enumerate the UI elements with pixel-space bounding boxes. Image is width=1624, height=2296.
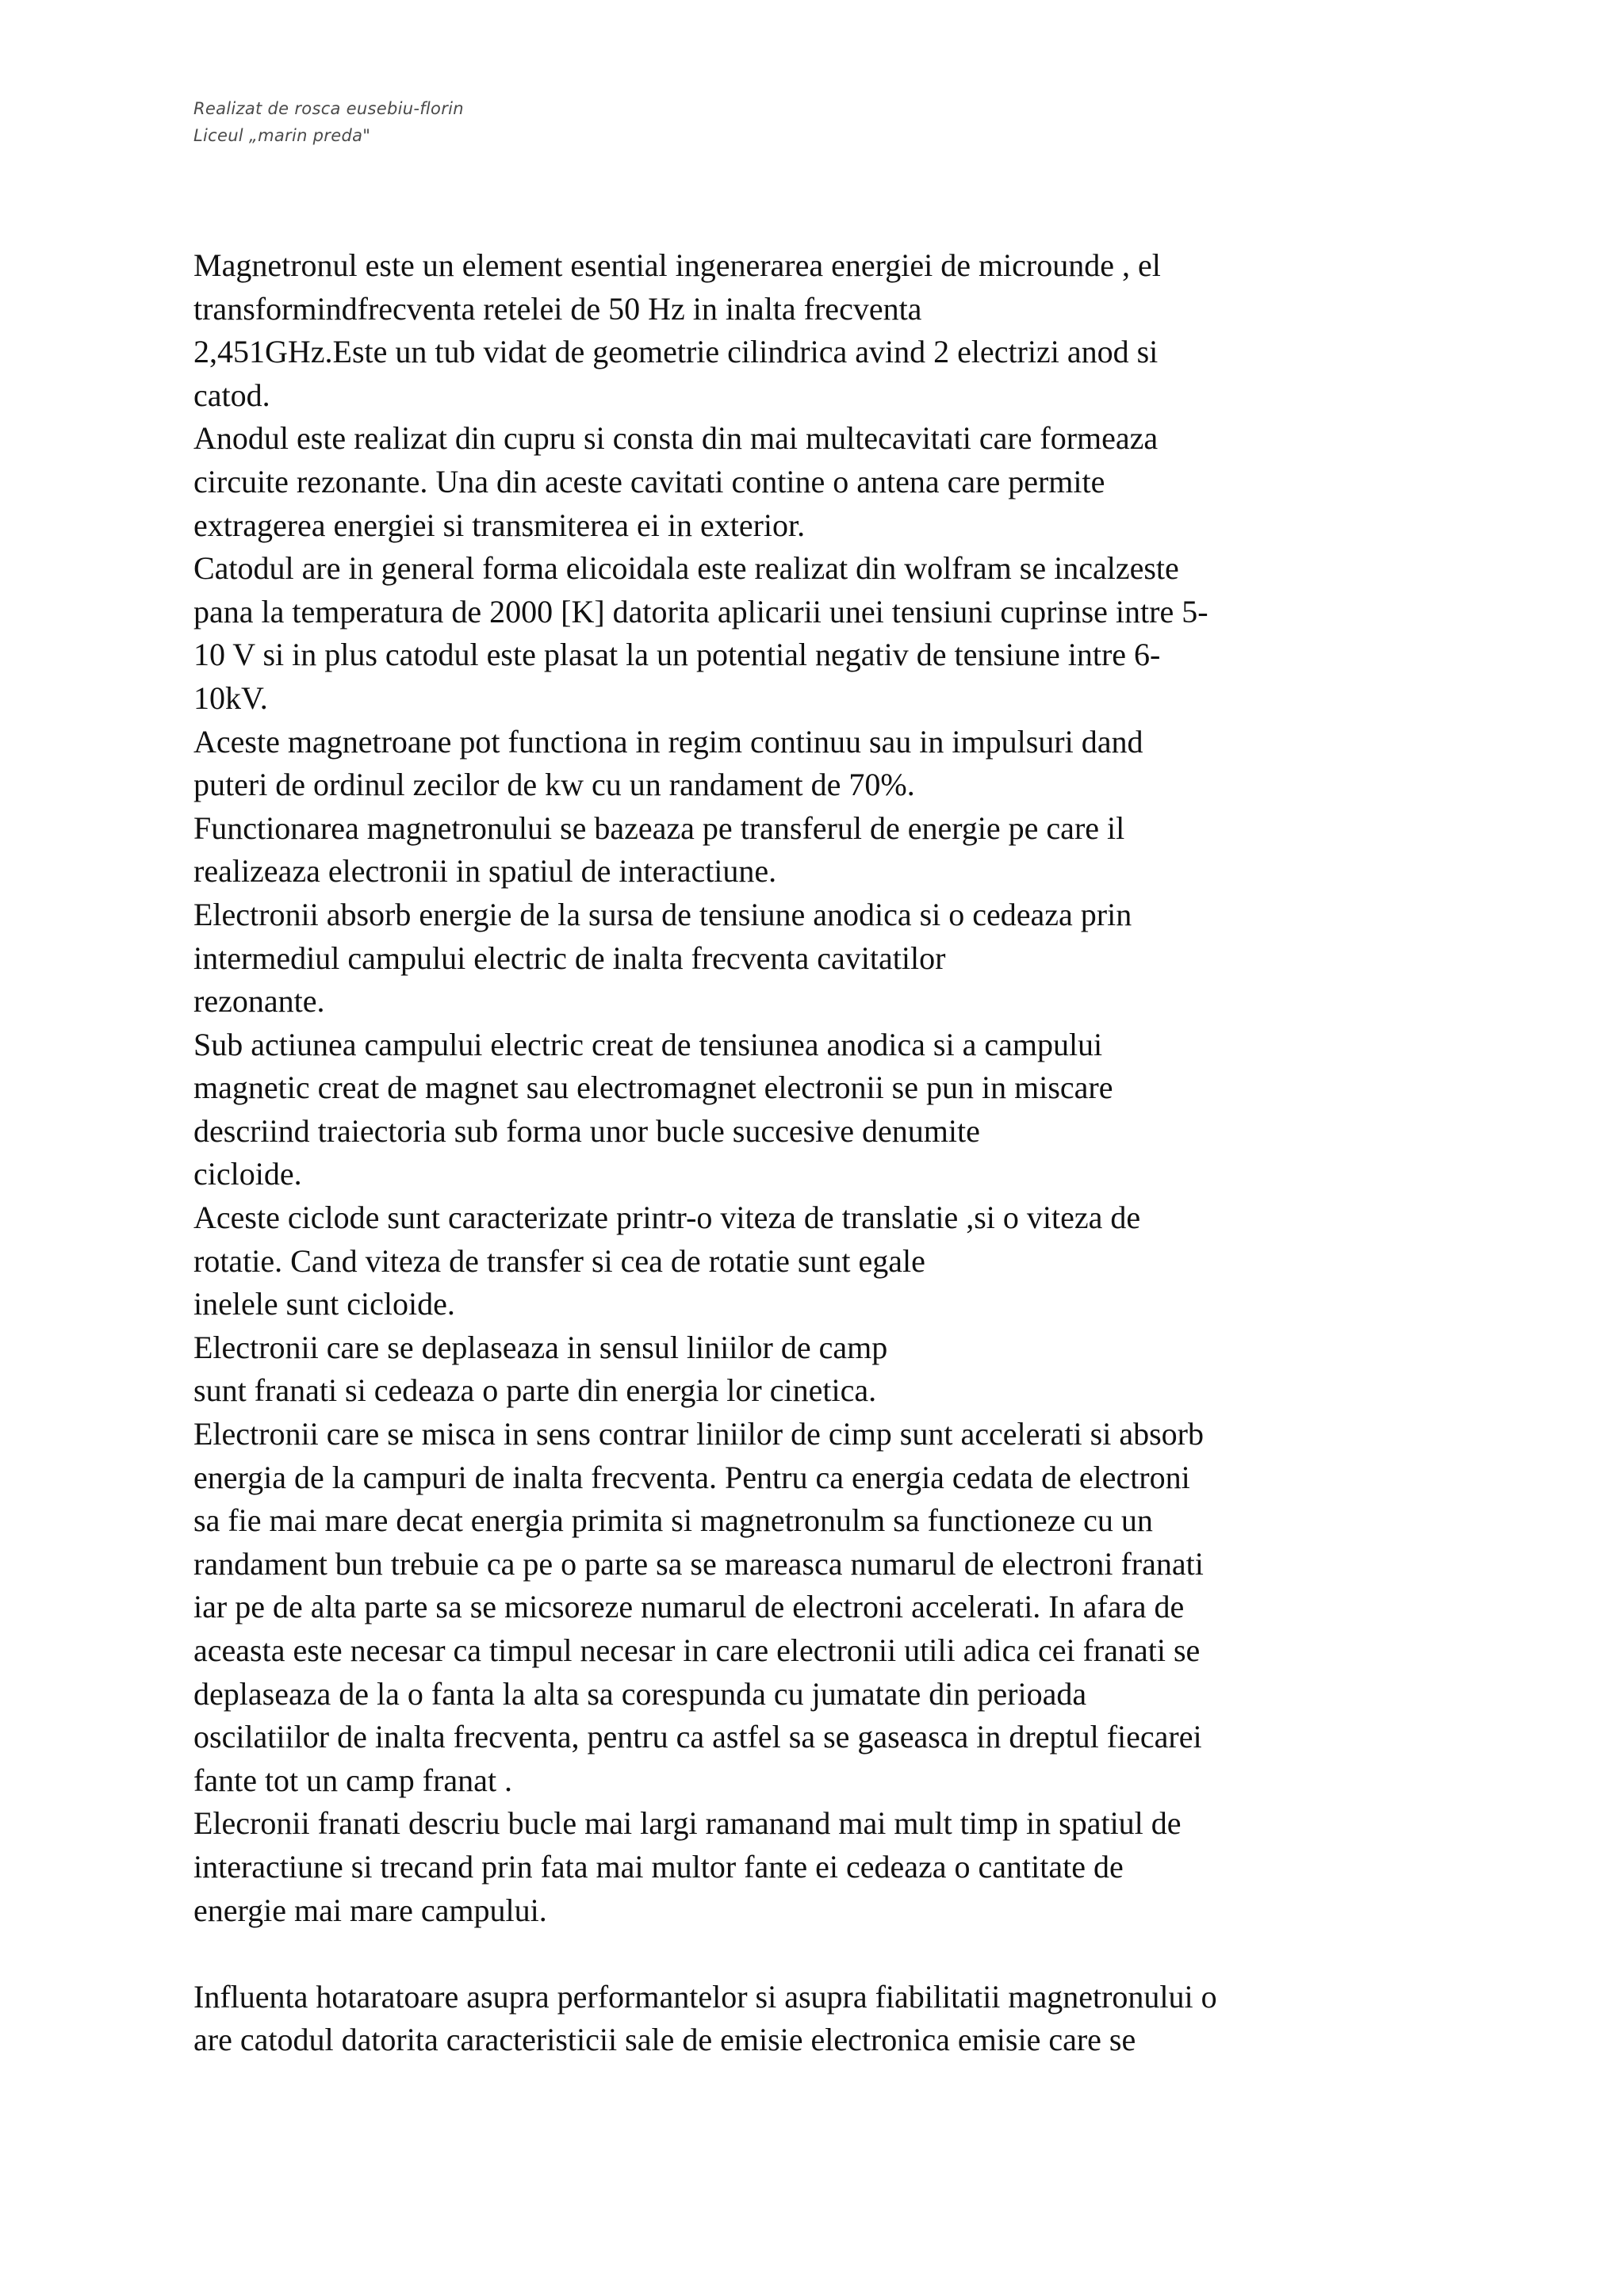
- text-line: interactiune si trecand prin fata mai multor fante ei cedeaza o cantitate de: [193, 1848, 1124, 1885]
- text-line: 10 V si in plus catodul este plasat la un potential negativ de tensiune intre 6-: [193, 637, 1161, 673]
- text-line: puteri de ordinul zecilor de kw cu un randament de 70%.: [193, 767, 915, 803]
- text-line: Electronii absorb energie de la sursa de tensiune anodica si o cedeaza prin: [193, 896, 1132, 932]
- text-line: Electronii care se deplaseaza in sensul liniilor de camp: [193, 1329, 888, 1365]
- text-line: Sub actiunea campului electric creat de tensiunea anodica si a campului: [193, 1026, 1103, 1062]
- text-line: magnetic creat de magnet sau electromagnet electronii se pun in miscare: [193, 1070, 1113, 1106]
- text-line: oscilatiilor de inalta frecventa, pentru ca astfel sa se gaseasca in dreptul fiecarei: [193, 1719, 1202, 1755]
- text-line: sunt franati si cedeaza o parte din energia lor cinetica.: [193, 1372, 877, 1409]
- text-line: deplaseaza de la o fanta la alta sa corespunda cu jumatate din perioada: [193, 1675, 1087, 1712]
- text-line: Electronii care se misca in sens contrar liniilor de cimp sunt accelerati si absorb: [193, 1416, 1204, 1452]
- text-line: inelele sunt cicloide.: [193, 1286, 455, 1322]
- text-line: fante tot un camp franat .: [193, 1762, 513, 1798]
- body-text: [193, 244, 1462, 2062]
- text-line: Elecronii franati descriu bucle mai largi ramanand mai mult timp in spatiul de: [193, 1805, 1182, 1842]
- text-line: transformindfrecventa retelei de 50 Hz in inalta frecventa: [193, 290, 922, 327]
- text-line: Anodul este realizat din cupru si consta din mai multecavitati care formeaza: [193, 420, 1159, 457]
- text-line: Catodul are in general forma elicoidala este realizat din wolfram se incalzeste: [193, 550, 1179, 587]
- text-line: pana la temperatura de 2000 [K] datorita aplicarii unei tensiuni cuprinse intre 5-: [193, 593, 1208, 629]
- author-line: Realizat de rosca eusebiu-florin: [193, 99, 464, 118]
- text-line: rotatie. Cand viteza de transfer si cea de rotatie sunt egale: [193, 1242, 925, 1279]
- text-line: 10kV.: [193, 679, 268, 716]
- school-line: Liceul „marin preda": [193, 126, 371, 145]
- text-line: rezonante.: [193, 983, 325, 1020]
- text-line: catod.: [193, 377, 270, 413]
- text-line: energia de la campuri de inalta frecventa. Pentru ca energia cedata de electroni: [193, 1459, 1190, 1495]
- text-line: Aceste ciclode sunt caracterizate printr-o viteza de translatie ,si o viteza de: [193, 1200, 1141, 1236]
- text-line: 2,451GHz.Este un tub vidat de geometrie cilindrica avind 2 electrizi anod si: [193, 334, 1159, 370]
- text-line: realizeaza electronii in spatiul de interactiune.: [193, 853, 777, 890]
- text-line: randament bun trebuie ca pe o parte sa se mareasca numarul de electroni franati: [193, 1545, 1204, 1582]
- text-line: intermediul campului electric de inalta frecventa cavitatilor: [193, 939, 946, 976]
- text-line: cicloide.: [193, 1156, 302, 1192]
- text-line: extragerea energiei si transmiterea ei in exterior.: [193, 507, 806, 543]
- text-line: Functionarea magnetronului se bazeaza pe transferul de energie pe care il: [193, 809, 1125, 846]
- text-line: Magnetronul este un element esential ingenerarea energiei de microunde , el: [193, 247, 1161, 283]
- text-line: descriind traiectoria sub forma unor bucle succesive denumite: [193, 1112, 980, 1149]
- text-line: energie mai mare campului.: [193, 1892, 547, 1928]
- text-line: are catodul datorita caracteristicii sale de emisie electronica emisie care se: [193, 2022, 1136, 2058]
- text-line: iar pe de alta parte sa se micsoreze numarul de electroni accelerati. In afara de: [193, 1589, 1185, 1625]
- text-line: Influenta hotaratoare asupra performantelor si asupra fiabilitatii magnetronului o: [193, 1978, 1217, 2015]
- text-line: sa fie mai mare decat energia primita si magnetronulm sa functioneze cu un: [193, 1502, 1153, 1539]
- text-line: aceasta este necesar ca timpul necesar in care electronii utili adica cei franati se: [193, 1632, 1201, 1668]
- paragraph-gap: [193, 1932, 1462, 1976]
- text-line: circuite rezonante. Una din aceste cavitati contine o antena care permite: [193, 463, 1105, 499]
- author-header: [193, 95, 464, 149]
- text-line: Aceste magnetroane pot functiona in regim continuu sau in impulsuri dand: [193, 723, 1143, 760]
